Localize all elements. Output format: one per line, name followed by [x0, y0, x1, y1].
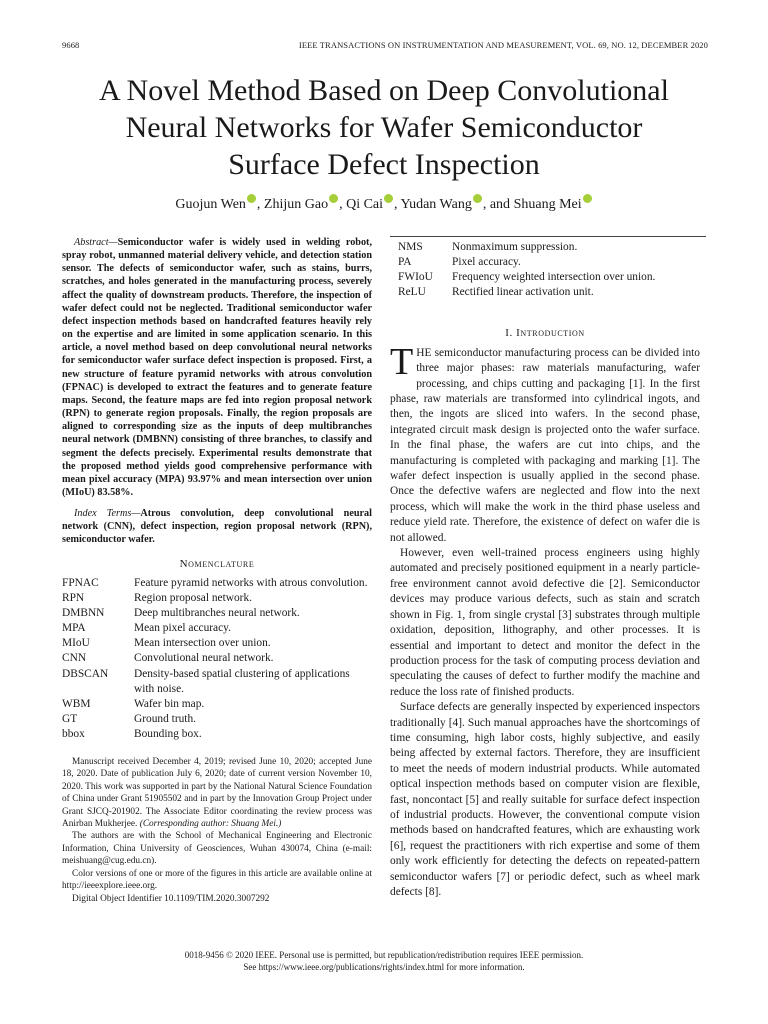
nomenclature-abbr: RPN [62, 592, 85, 605]
footnote-received-text: Manuscript received December 4, 2019; revised June 10, 2020; accepted June 18, 2020. Date of publication July 6, 2020; date of current version November 10, 2020. This work was supported in part by the National Natural Science Foundation of China under Grant 51905502 and in part by the Innovation Group Project under Grant SJCQ-201902. The Associate Editor coordinating the review process was Anirban Mukherjee. [62, 757, 372, 830]
right-column [390, 236, 700, 900]
nomenclature-abbr: CNN [62, 652, 87, 665]
title-line: A Novel Method Based on Deep Convolutional [99, 74, 669, 107]
nomenclature-entry [398, 285, 700, 300]
nomenclature-def: Density-based spatial clustering of applications with noise. [134, 667, 350, 695]
nomenclature-def: Bounding box. [134, 727, 202, 740]
nomenclature-entry [62, 667, 372, 697]
nomenclature-entry [62, 591, 372, 606]
nomenclature-def: Rectified linear activation unit. [452, 286, 594, 299]
nomenclature-abbr: DMBNN [62, 607, 105, 620]
page-number: 9668 [62, 40, 80, 50]
title-line: Neural Networks for Wafer Semiconductor [125, 111, 643, 144]
nomenclature-entry [398, 270, 700, 285]
nomenclature-def: Convolutional neural network. [134, 652, 274, 665]
nomenclature-def: Region proposal network. [134, 592, 252, 605]
author-name: Guojun Wen [175, 197, 246, 212]
copyright-line[interactable]: See https://www.ieee.org/publications/rights/index.html for more information. [243, 962, 525, 972]
nomenclature-continued-rule [390, 236, 706, 237]
nomenclature-entry [62, 712, 372, 727]
nomenclature-def: Frequency weighted intersection over union. [452, 271, 656, 284]
author-separator: , [256, 197, 264, 212]
nomenclature-def: Mean pixel accuracy. [134, 622, 231, 635]
nomenclature-entry [62, 651, 372, 666]
copyright-notice [60, 949, 708, 973]
title-line: Surface Defect Inspection [228, 148, 540, 181]
abstract [62, 236, 372, 499]
author-list [60, 194, 708, 213]
nomenclature-entry [62, 697, 372, 712]
footnote-doi[interactable]: Digital Object Identifier 10.1109/TIM.2020.3007292 [72, 893, 270, 904]
nomenclature-abbr: FPNAC [62, 577, 99, 589]
index-terms-label: Index Terms— [74, 508, 141, 520]
nomenclature-list [62, 576, 372, 742]
index-terms [62, 507, 372, 546]
abstract-text: Semiconductor wafer is widely used in welding robot, spray robot, unmanned material delivery vehicle, and detection station sensor. The defects of semiconductor wafer, such as stains, burrs, scratches, and holes generated in the manufacturing process, severely affect the quality of downstream products. Therefore, the inspection of wafer defect could not be neglected. Traditional semiconductor wafer defect inspection methods based on handcrafted features heavily rely on the expertise and are limited in some application scenario. In this article, a novel method based on deep convolutional neural networks for semiconductor wafer surface defect inspection is proposed. First, a new structure of feature pyramid networks with atrous convolution (FPNAC) is developed to extract the features and to generate feature maps. Second, the feature maps are fed into region proposal network (RPN) to generate region proposals. Finally, the region proposals are aligned to corresponding size as the inputs of deep multibranches neural network (DMBNN) consisting of three branches, to classify and segment the defects precisely. Experimental results demonstrate that the proposed method yields good comprehensive performance with mean pixel accuracy (MPA) 93.97% and mean intersection over union (MIoU) 83.58%. [62, 237, 372, 498]
author-separator: , [394, 197, 401, 212]
nomenclature-entry [398, 240, 700, 255]
journal-header: IEEE TRANSACTIONS ON INSTRUMENTATION AND MEASUREMENT, VOL. 69, NO. 12, DECEMBER 2020 [298, 40, 708, 50]
author-name: Qi Cai [346, 197, 384, 212]
nomenclature-def: Ground truth. [134, 712, 197, 725]
nomenclature-entry [62, 621, 372, 636]
nomenclature-def: Pixel accuracy. [452, 256, 521, 269]
nomenclature-abbr: MIoU [62, 637, 90, 650]
nomenclature-entry [62, 606, 372, 621]
author-name: Shuang Mei [513, 197, 582, 212]
nomenclature-abbr: MPA [62, 622, 86, 635]
author-separator: , and [482, 197, 514, 212]
introduction-heading: I. Introduction [505, 327, 585, 340]
nomenclature-entry [62, 727, 372, 742]
orcid-icon[interactable] [583, 194, 592, 203]
orcid-icon[interactable] [384, 194, 393, 203]
orcid-icon[interactable] [473, 194, 482, 203]
nomenclature-abbr: ReLU [398, 286, 426, 299]
nomenclature-abbr: FWIoU [398, 271, 433, 284]
nomenclature-entry [62, 636, 372, 651]
intro-paragraph: Surface defects are generally inspected by experienced inspectors traditionally [4]. Such manual approaches have the shortcomings of time consuming, high labor costs, highly subjective, and easily being affected by external factors. Therefore, they are insufficient to meet the needs of modern industrial products. While automated optical inspection methods based on computer vision are flexible, fast, noncontact [5] and really suitable for surface defect inspection of industrial products. However, the conventional compute vision methods based on handcrafted features, which are exhausting work [6], request the practitioners with rich expertise and some of them only work efficiently for detecting the defects on repeated-pattern semiconductor wafers [7] or periodic defect, such as wheel mark defects [8]. [390, 701, 700, 898]
nomenclature-abbr: WBM [62, 697, 91, 710]
footnote-affiliation: The authors are with the School of Mechanical Engineering and Electronic Information, China University of Geosciences, Wuhan 430074, China (e-mail: meishuang@cug.edu.cn). [62, 831, 372, 867]
nomenclature-abbr: DBSCAN [62, 667, 109, 680]
nomenclature-abbr: NMS [398, 241, 423, 253]
paper-title [60, 72, 708, 183]
nomenclature-heading: Nomenclature [179, 557, 255, 570]
nomenclature-def: Nonmaximum suppression. [452, 241, 578, 253]
nomenclature-entry [62, 576, 372, 591]
abstract-label: Abstract— [74, 237, 118, 248]
orcid-icon[interactable] [329, 194, 338, 203]
intro-paragraph [390, 340, 700, 546]
left-column [62, 236, 372, 905]
nomenclature-entry [398, 255, 700, 270]
nomenclature-def: Wafer bin map. [134, 697, 205, 710]
intro-paragraph-text: HE semiconductor manufacturing process can be divided into three major phases: raw materials manufacturing, wafer processing, and chips cutting and packaging [1]. In the first phase, raw materials are transformed into cylindrical ingots, and then, the ingots are sliced into wafers. In the second phase, integrated circuit mask design is projected onto the wafer surface. In the final phase, the wafers are cut into chips, and the manufacturing is completed with packaging and marking [1]. The wafer defect inspection is usually applied in the second phase. Once the defective wafers are neglected and flow into the next process, which will make the work in the third phase useless and reduce yield rate. Therefore, the existence of defect on wafer die is not allowed. [390, 346, 700, 544]
dropcap: T [390, 340, 414, 383]
intro-paragraph: However, even well-trained process engineers using highly automated and precisely positioned equipment in a nearly particle-free environment cannot avoid defective die [2]. Semiconductor devices may produce various defects, such as stain and scratch shown in Fig. 1, from single crystal [3] substrates through multiple oxidation, deposition, lithography, and other processes. It is essential and important to detect and monitor the defect in the production process for the task of computing process deviation and speculating the causes of defect to further modify the machine and reduce the loss rate of finished products. [390, 547, 700, 698]
index-terms-text: Atrous convolution, deep convolutional neural network (CNN), defect inspection, region proposal network (RPN), semiconductor wafer. [62, 508, 372, 546]
orcid-icon[interactable] [247, 194, 256, 203]
nomenclature-list-continued [390, 240, 700, 300]
author-name: Yudan Wang [400, 197, 472, 212]
nomenclature-def: Mean intersection over union. [134, 637, 271, 650]
nomenclature-abbr: GT [62, 712, 78, 725]
nomenclature-abbr: bbox [62, 727, 85, 740]
nomenclature-def: Feature pyramid networks with atrous convolution. [134, 577, 368, 589]
author-separator: , [339, 197, 347, 212]
footnote-color: Color versions of one or more of the figures in this article are available online at http://ieeexplore.ieee.org. [62, 868, 372, 892]
footnote-received [62, 756, 372, 830]
nomenclature-abbr: PA [398, 256, 412, 269]
nomenclature-def: Deep multibranches neural network. [134, 607, 300, 620]
author-name: Zhijun Gao [263, 197, 329, 212]
copyright-line: 0018-9456 © 2020 IEEE. Personal use is permitted, but republication/redistribution requires IEEE permission. [184, 950, 584, 960]
footnote-corresponding: (Corresponding author: Shuang Mei.) [139, 819, 282, 830]
